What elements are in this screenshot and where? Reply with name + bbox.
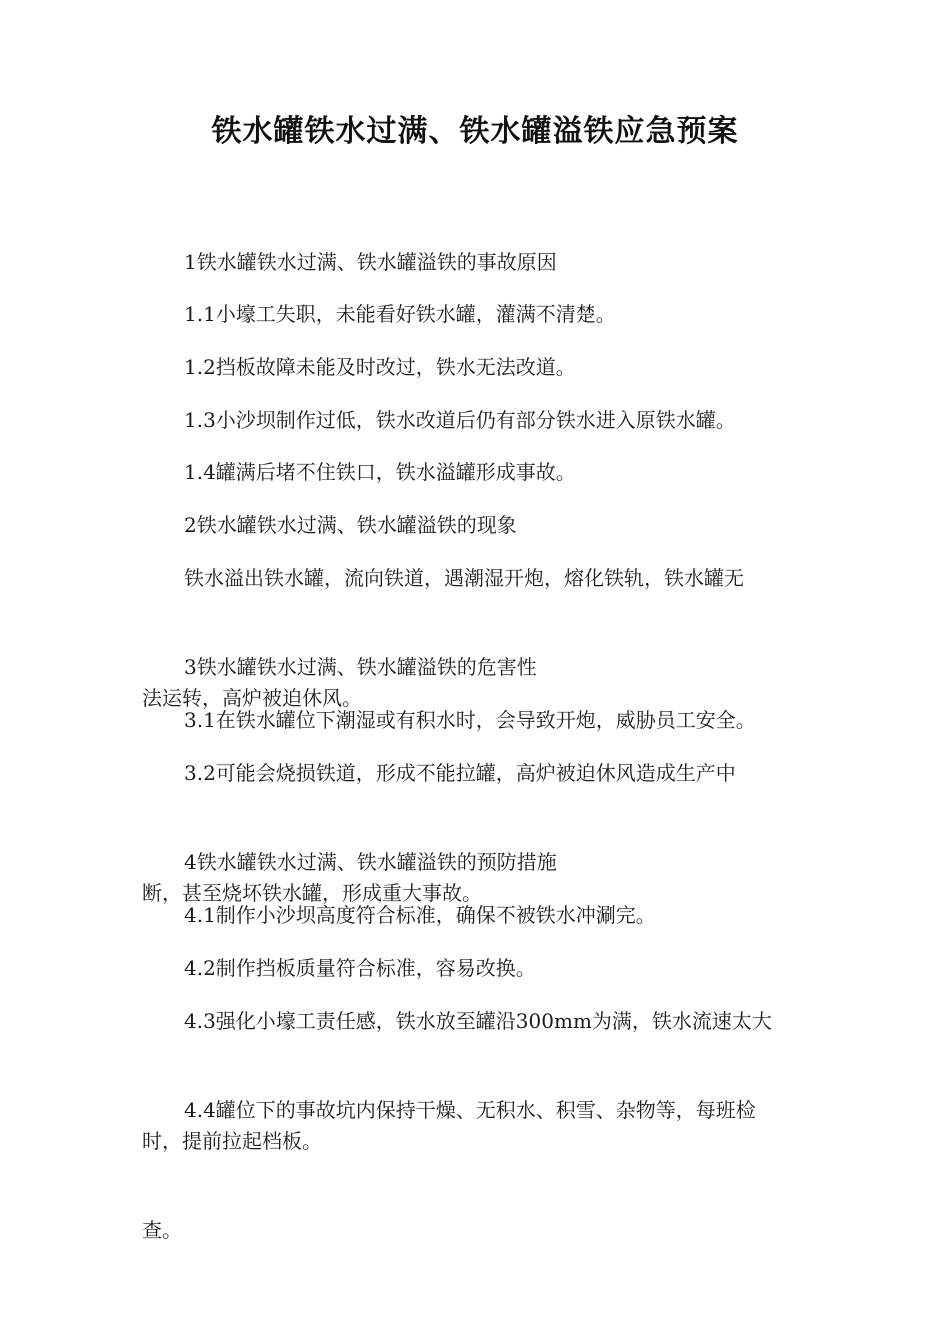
paragraph-line: 1.1小壕工失职，未能看好铁水罐，灌满不清楚。	[184, 302, 616, 326]
paragraph-line: 法运转，高炉被迫休风。	[142, 686, 362, 710]
paragraph-line: 4.3强化小壕工责任感，铁水放至罐沿300mm为满，铁水流速太大	[184, 1009, 772, 1033]
paragraph-4-4	[142, 1010, 810, 1330]
document-title: 铁水罐铁水过满、铁水罐溢铁应急预案	[211, 114, 739, 149]
paragraph-line: 4.1制作小沙坝高度符合标准，确保不被铁水冲涮完。	[184, 903, 656, 927]
paragraph-line: 4.2制作挡板质量符合标准，容易改换。	[184, 956, 536, 980]
paragraph-line: 3铁水罐铁水过满、铁水罐溢铁的危害性	[184, 655, 537, 679]
paragraph-line: 1.2挡板故障未能及时改过，铁水无法改道。	[184, 355, 576, 379]
paragraph-line: 2铁水罐铁水过满、铁水罐溢铁的现象	[184, 513, 517, 537]
paragraph-line: 断，甚至烧坏铁水罐，形成重大事故。	[142, 881, 482, 905]
paragraph-line: 铁水溢出铁水罐，流向铁道，遇潮湿开炮，熔化铁轨，铁水罐无	[184, 566, 744, 590]
paragraph-line: 4铁水罐铁水过满、铁水罐溢铁的预防措施	[184, 850, 557, 874]
paragraph-line: 1.3小沙坝制作过低，铁水改道后仍有部分铁水进入原铁水罐。	[184, 408, 736, 432]
paragraph-line: 查。	[142, 1218, 182, 1242]
paragraph-line: 4.4罐位下的事故坑内保持干燥、无积水、积雪、杂物等，每班检	[184, 1098, 756, 1122]
paragraph-line: 3.1在铁水罐位下潮湿或有积水时，会导致开炮，威胁员工安全。	[184, 708, 756, 732]
paragraph-line: 时，提前拉起档板。	[142, 1129, 322, 1153]
paragraph-line: 3.2可能会烧损铁道，形成不能拉罐，高炉被迫休风造成生产中	[184, 761, 736, 785]
paragraph-line: 1铁水罐铁水过满、铁水罐溢铁的事故原因	[184, 250, 557, 274]
paragraph-line: 1.4罐满后堵不住铁口，铁水溢罐形成事故。	[184, 460, 576, 484]
